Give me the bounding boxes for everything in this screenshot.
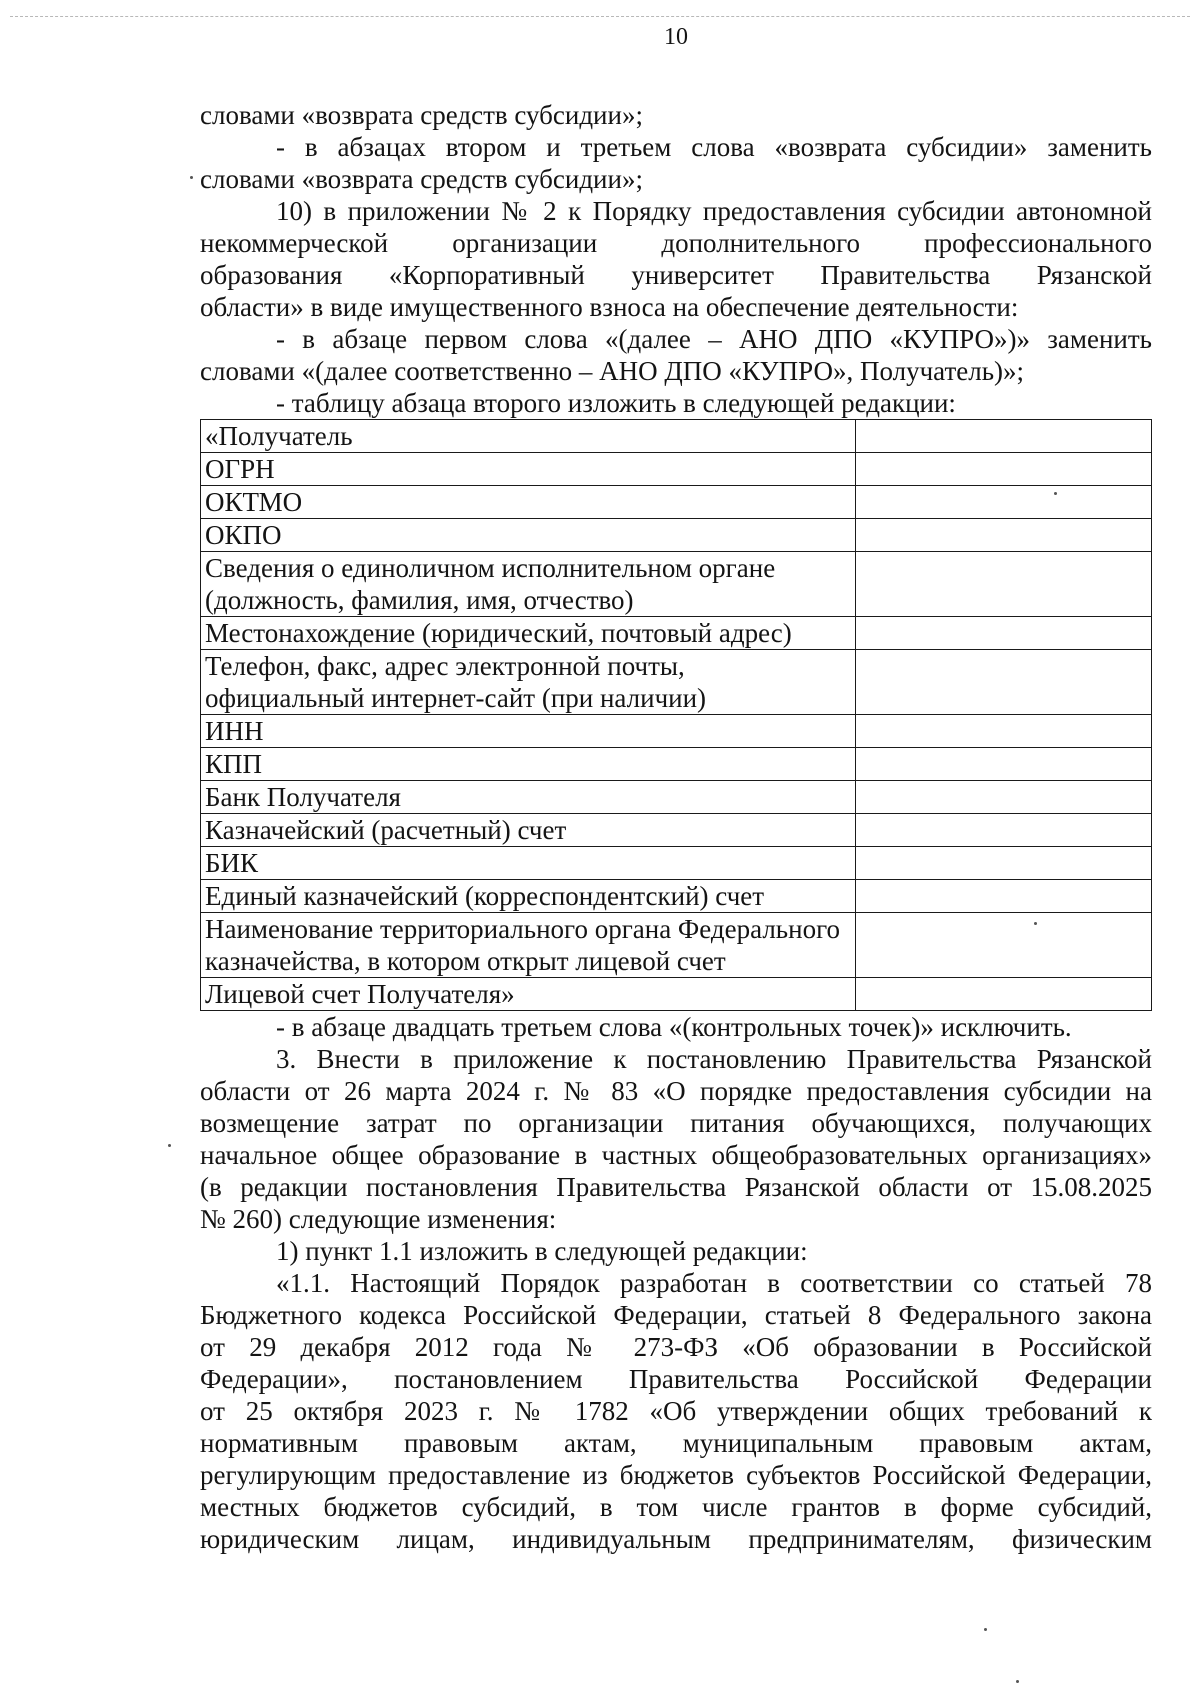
recipient-details-table — [200, 419, 1152, 1011]
paragraph-line: местных бюджетов субсидий, в том числе грантов в форме субсидий, — [200, 1492, 1152, 1522]
row-value-cell — [855, 715, 1151, 748]
paragraph-line: нормативным правовым актам, муниципальным правовым актам, — [200, 1428, 1152, 1458]
paragraph-line: юридическим лицам, индивидуальным предпринимателям, физическим — [200, 1524, 1152, 1554]
row-value-cell — [855, 880, 1151, 913]
row-value-cell — [855, 486, 1151, 519]
row-label: Наименование территориального органа Федерального казначейства, в котором открыт лицевой счет — [201, 913, 856, 978]
row-value-cell — [855, 519, 1151, 552]
row-label: ОКПО — [201, 519, 856, 552]
paragraph-line: образования «Корпоративный университет Правительства Рязанской — [200, 260, 1152, 290]
scan-speck — [168, 1144, 171, 1147]
table-row — [201, 880, 1152, 913]
table-row — [201, 486, 1152, 519]
table-row — [201, 552, 1152, 617]
paragraph-line: словами «возврата средств субсидии»; — [200, 164, 643, 194]
row-value-cell — [855, 814, 1151, 847]
scan-speck — [1034, 922, 1037, 925]
paragraph-line: - в абзаце двадцать третьем слова «(контрольных точек)» исключить. — [276, 1012, 1072, 1042]
table-row — [201, 978, 1152, 1011]
row-label: Казначейский (расчетный) счет — [201, 814, 856, 847]
scan-top-edge — [10, 16, 1190, 17]
row-value-cell — [855, 913, 1151, 978]
row-value-cell — [855, 420, 1151, 453]
paragraph-line: (в редакции постановления Правительства Рязанской области от 15.08.2025 — [200, 1172, 1152, 1202]
row-label: БИК — [201, 847, 856, 880]
page-number: 10 — [664, 24, 688, 50]
row-value-cell — [855, 552, 1151, 617]
paragraph-line: регулирующим предоставление из бюджетов субъектов Российской Федерации, — [200, 1460, 1152, 1490]
row-label: Телефон, факс, адрес электронной почты, официальный интернет-сайт (при наличии) — [201, 650, 856, 715]
paragraph-line: № 260) следующие изменения: — [200, 1204, 557, 1234]
paragraph-line: словами «(далее соответственно – АНО ДПО «КУПРО», Получатель)»; — [200, 356, 1025, 386]
row-value-cell — [855, 650, 1151, 715]
row-label: КПП — [201, 748, 856, 781]
paragraph-line: начальное общее образование в частных общеобразовательных организациях» — [200, 1140, 1152, 1170]
paragraph-line: 3. Внести в приложение к постановлению Правительства Рязанской — [276, 1044, 1152, 1074]
table-row — [201, 781, 1152, 814]
row-label: Единый казначейский (корреспондентский) счет — [201, 880, 856, 913]
paragraph-line: - таблицу абзаца второго изложить в следующей редакции: — [276, 388, 956, 418]
paragraph-line: «1.1. Настоящий Порядок разработан в соответствии со статьей 78 — [276, 1268, 1152, 1298]
table-row — [201, 715, 1152, 748]
row-value-cell — [855, 748, 1151, 781]
paragraph-line: от 29 декабря 2012 года № 273-ФЗ «Об образовании в Российской — [200, 1332, 1152, 1362]
row-label: ИНН — [201, 715, 856, 748]
row-value-cell — [855, 978, 1151, 1011]
paragraphs-before-table — [200, 99, 1152, 419]
paragraph-line: некоммерческой организации дополнительного профессионального — [200, 228, 1152, 258]
document-body — [200, 99, 1152, 1555]
paragraph-line: 10) в приложении № 2 к Порядку предоставления субсидии автономной — [276, 196, 1152, 226]
row-label: ОГРН — [201, 453, 856, 486]
table-row — [201, 748, 1152, 781]
row-label: Сведения о единоличном исполнительном органе (должность, фамилия, имя, отчество) — [201, 552, 856, 617]
table-row — [201, 847, 1152, 880]
paragraph-line: Федерации», постановлением Правительства Российской Федерации — [200, 1364, 1152, 1394]
paragraph-line: 1) пункт 1.1 изложить в следующей редакции: — [276, 1236, 808, 1266]
table-row — [201, 617, 1152, 650]
row-label: «Получатель — [201, 420, 856, 453]
row-value-cell — [855, 781, 1151, 814]
row-value-cell — [855, 453, 1151, 486]
row-value-cell — [855, 617, 1151, 650]
scan-speck — [984, 1628, 987, 1631]
table-row — [201, 420, 1152, 453]
row-value-cell — [855, 847, 1151, 880]
paragraph-line: области от 26 марта 2024 г. № 83 «О порядке предоставления субсидии на — [200, 1076, 1152, 1106]
paragraphs-after-table — [200, 1011, 1152, 1555]
row-label: Банк Получателя — [201, 781, 856, 814]
scan-speck — [1016, 1680, 1019, 1683]
table-row — [201, 913, 1152, 978]
scan-speck — [190, 176, 193, 179]
row-label: Местонахождение (юридический, почтовый адрес) — [201, 617, 856, 650]
table-row — [201, 453, 1152, 486]
paragraph-line: области» в виде имущественного взноса на обеспечение деятельности: — [200, 292, 1019, 322]
table-row — [201, 519, 1152, 552]
paragraph-line: от 25 октября 2023 г. № 1782 «Об утверждении общих требований к — [200, 1396, 1152, 1426]
row-label: Лицевой счет Получателя» — [201, 978, 856, 1011]
paragraph-line: - в абзацах втором и третьем слова «возврата субсидии» заменить — [276, 132, 1152, 162]
scan-speck — [1054, 492, 1057, 495]
table-row — [201, 650, 1152, 715]
table-row — [201, 814, 1152, 847]
paragraph-line: - в абзаце первом слова «(далее – АНО ДПО «КУПРО»)» заменить — [276, 324, 1152, 354]
paragraph-line: словами «возврата средств субсидии»; — [200, 100, 643, 130]
paragraph-line: возмещение затрат по организации питания обучающихся, получающих — [200, 1108, 1152, 1138]
row-label: ОКТМО — [201, 486, 856, 519]
paragraph-line: Бюджетного кодекса Российской Федерации, статьей 8 Федерального закона — [200, 1300, 1152, 1330]
